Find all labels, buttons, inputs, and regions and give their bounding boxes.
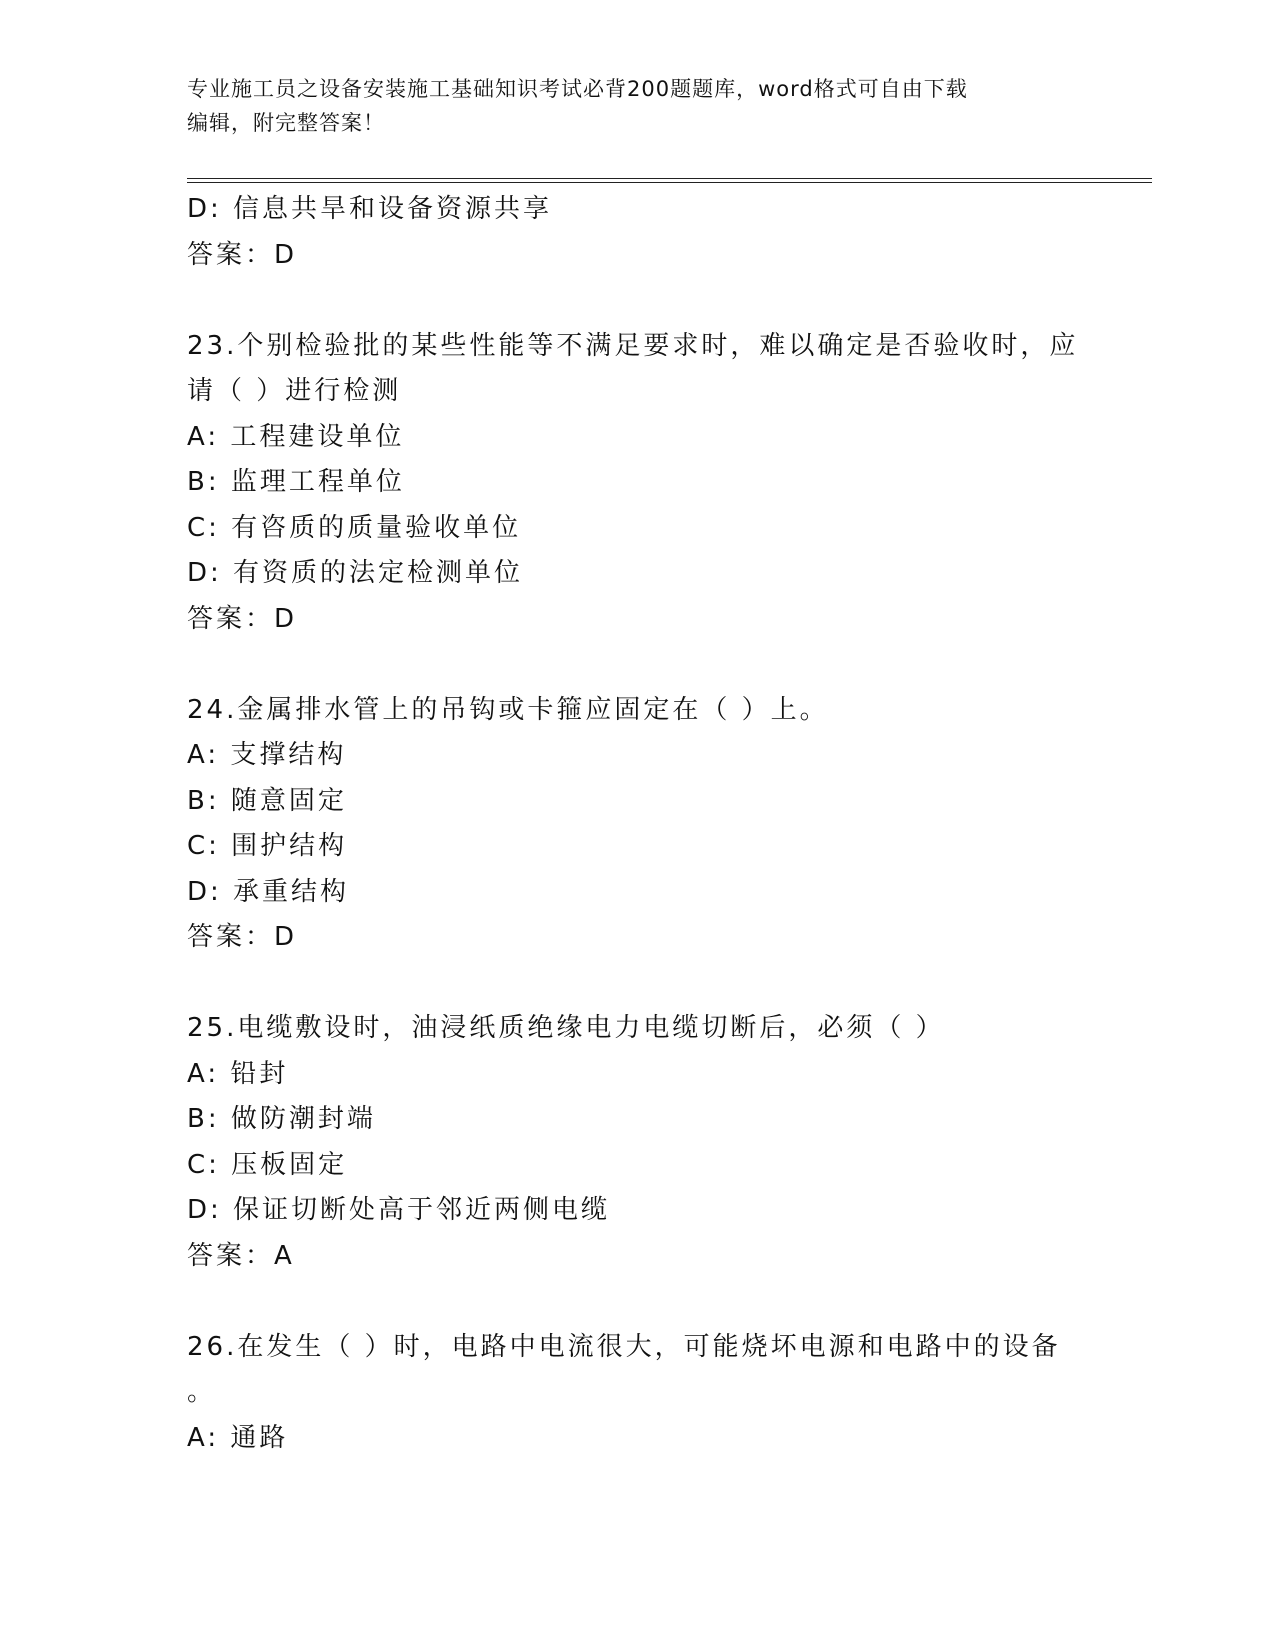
option-a: A: 工程建设单位	[187, 421, 405, 452]
question-content	[187, 187, 1087, 1461]
header-rule-top	[187, 178, 1152, 179]
answer: 答案：A	[187, 1240, 295, 1271]
header-title-line-2: 编辑，附完整答案！	[187, 111, 385, 135]
option-a: A: 支撑结构	[187, 740, 347, 770]
option-b: B: 监理工程单位	[187, 467, 405, 497]
spacer	[187, 961, 1087, 1007]
option-d: D: 承重结构	[187, 876, 350, 907]
question-25	[187, 1006, 1087, 1279]
option-d: D: 保证切断处高于邻近两侧电缆	[187, 1195, 611, 1225]
option-c: C: 围护结构	[187, 831, 348, 861]
spacer	[187, 642, 1087, 688]
question-23	[187, 324, 1087, 643]
question-text-line-1: 24.金属排水管上的吊钩或卡箍应固定在（ ）上。	[187, 694, 829, 725]
option-d: D: 有资质的法定检测单位	[187, 558, 524, 588]
question-text-line-1: 25.电缆敷设时，油浸纸质绝缘电力电缆切断后，必须（ ）	[187, 1013, 945, 1043]
question-text-line-1: 26.在发生（ ）时，电路中电流很大，可能烧坏电源和电路中的设备	[187, 1331, 1061, 1362]
document-header	[187, 72, 1067, 140]
option-b: B: 做防潮封端	[187, 1104, 376, 1134]
answer: 答案：D	[187, 603, 298, 634]
option-b: B: 随意固定	[187, 785, 347, 816]
question-text-line-2: 请（ ）进行检测	[187, 376, 402, 406]
previous-answer: 答案：D	[187, 239, 298, 270]
option-a: A: 铅封	[187, 1058, 289, 1089]
option-c: C: 有咨质的质量验收单位	[187, 512, 522, 543]
spacer	[187, 1279, 1087, 1325]
question-26	[187, 1325, 1087, 1462]
previous-option-d: D: 信息共旱和设备资源共享	[187, 194, 553, 224]
question-24	[187, 688, 1087, 961]
header-title-line-1: 专业施工员之设备安装施工基础知识考试必背200题题库，word格式可自由下载	[187, 77, 968, 101]
header-rule-bottom	[187, 182, 1152, 183]
option-c: C: 压板固定	[187, 1149, 348, 1180]
answer: 答案：D	[187, 922, 298, 952]
option-a: A: 通路	[187, 1422, 289, 1453]
question-text-line-1: 23.个别检验批的某些性能等不满足要求时，难以确定是否验收时，应	[187, 330, 1079, 361]
spacer	[187, 278, 1087, 324]
question-text-line-2: 。	[187, 1377, 217, 1407]
